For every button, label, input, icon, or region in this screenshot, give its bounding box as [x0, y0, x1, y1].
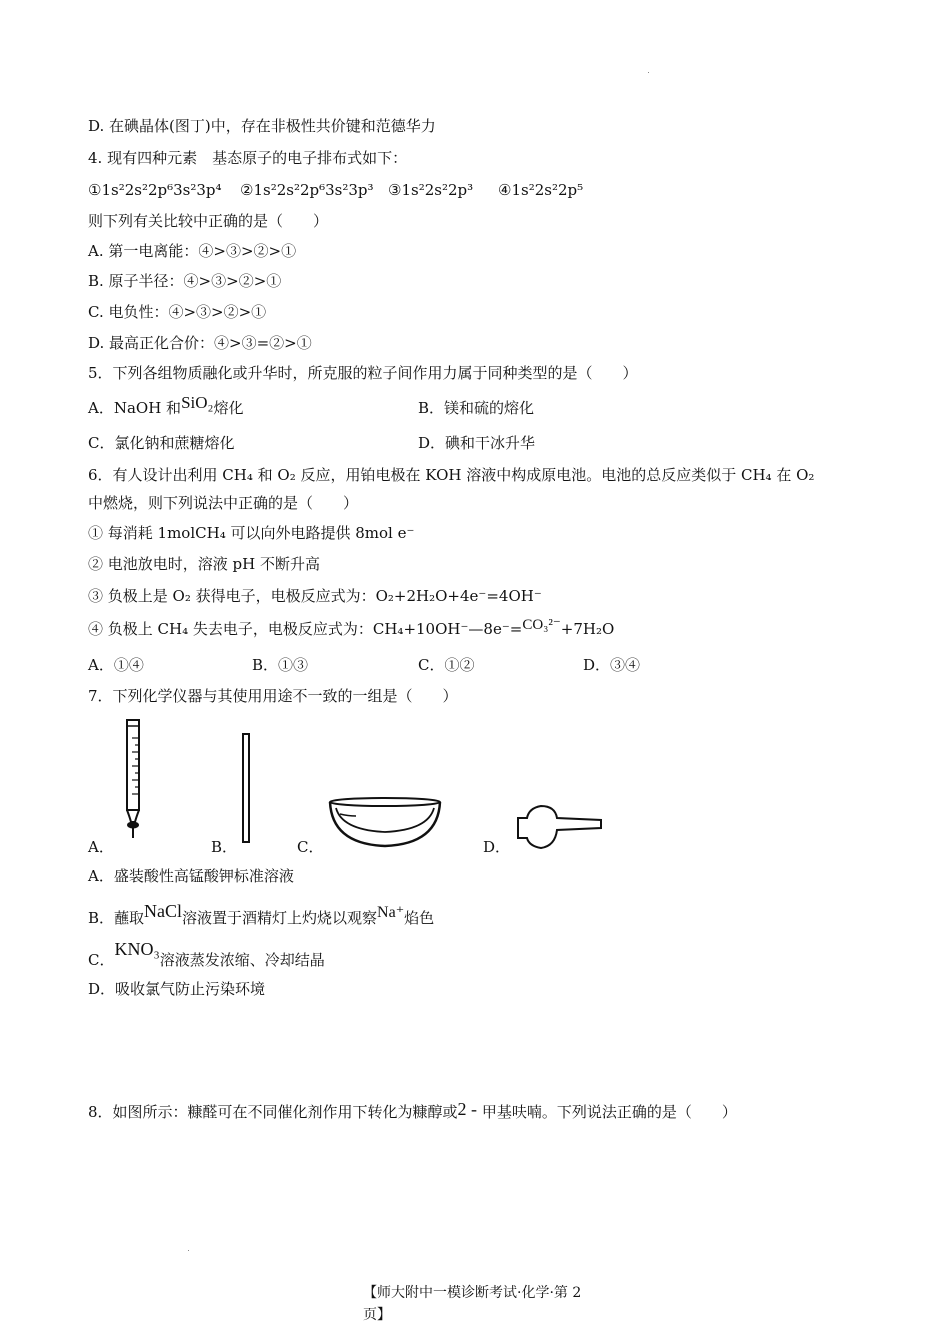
q5-option-a-suffix: 熔化 [213, 399, 244, 417]
q4-config-1: ①1s²2s²2p⁶3s²3p⁴ [88, 181, 222, 199]
methyl-position-label: 2 - [457, 1099, 478, 1119]
q5-option-a-prefix: A．NaOH 和 [88, 399, 182, 417]
q6-stem-line2: 中燃烧，则下列说法中正确的是（ ） [88, 494, 359, 512]
q6-statement-1: ① 每消耗 1molCH₄ 可以向外电路提供 8mol e⁻ [88, 524, 415, 542]
nacl-formula: NaCl [144, 901, 183, 921]
q7-figure-label-d: D． [483, 838, 511, 856]
kno3-formula: KNO₃ [114, 939, 160, 959]
q4-ask: 则下列有关比较中正确的是（ ） [88, 212, 329, 230]
sio2-formula: SiO₂ [181, 393, 214, 412]
burette-figure [118, 718, 154, 842]
q7-stem: 7．下列化学仪器与其使用用途不一致的一组是（ ） [88, 687, 458, 705]
q6-statement-4-prefix: ④ 负极上 CH₄ 失去电子，电极反应式为：CH₄+10OH⁻—8e⁻= [88, 620, 523, 638]
evaporating-dish-figure [326, 796, 444, 850]
q6-statement-2: ② 电池放电时，溶液 pH 不断升高 [88, 555, 320, 573]
footer-line-2: 页】 [363, 1307, 391, 1323]
q7-option-c-suffix: 溶液蒸发浓缩、冷却结晶 [159, 951, 325, 969]
scan-dot [648, 72, 649, 73]
q5-option-a [88, 393, 244, 419]
q5-option-d: D．碘和干冰升华 [418, 434, 536, 452]
q6-stem-line1: 6．有人设计出利用 CH₄ 和 O₂ 反应，用铂电极在 KOH 溶液中构成原电池。电池的总反应类似于 CH₄ 在 O₂ [88, 466, 815, 484]
q4-option-d: D. 最高正化合价：④>③=②>① [88, 334, 312, 352]
q5-option-b: B．镁和硫的熔化 [418, 399, 535, 417]
q6-statement-3: ③ 负极上是 O₂ 获得电子，电极反应式为：O₂+2H₂O+4e⁻=4OH⁻ [88, 587, 542, 605]
q7-option-d: D．吸收氯气防止污染环境 [88, 980, 266, 998]
q7-figure-label-a: A． [88, 838, 114, 856]
q7-option-b-middle: 溶液置于酒精灯上灼烧以观察 [182, 909, 378, 927]
q6-statement-4 [88, 618, 614, 641]
q3-option-d: D. 在碘晶体(图丁)中，存在非极性共价键和范德华力 [88, 117, 436, 135]
q4-option-b: B. 原子半径：④>③>②>① [88, 272, 282, 290]
scan-dot [188, 1250, 189, 1251]
q4-stem: 4. 现有四种元素 基态原子的电子排布式如下： [88, 149, 408, 167]
q6-statement-4-suffix: +7H₂O [560, 620, 615, 638]
q7-option-c [88, 939, 325, 971]
q4-config-3: ③1s²2s²2p³ [388, 181, 474, 199]
q4-config-4: ④1s²2s²2p⁵ [498, 181, 584, 199]
q6-option-c: C．①② [418, 656, 475, 674]
q4-option-a: A. 第一电离能：④>③>②>① [88, 242, 297, 260]
co3-formula: CO₃²⁻ [522, 617, 561, 633]
q8-stem-prefix: 8．如图所示：糠醛可在不同催化剂作用下转化为糠醇或 [88, 1103, 458, 1121]
q6-option-d: D．③④ [583, 656, 641, 674]
q7-option-c-prefix: C． [88, 951, 115, 969]
q7-option-b-suffix: 焰色 [404, 909, 435, 927]
q8-stem [88, 1100, 737, 1123]
footer-line-1: 【师大附中一模诊断考试·化学·第 2 [363, 1285, 582, 1301]
glass-rod-figure [238, 732, 254, 846]
q5-stem: 5．下列各组物质融化或升华时，所克服的粒子间作用力属于同种类型的是（ ） [88, 364, 638, 382]
q7-option-a: A．盛装酸性高锰酸钾标准溶液 [88, 867, 294, 885]
q6-option-b: B．①③ [252, 656, 309, 674]
q5-option-c: C．氯化钠和蔗糖熔化 [88, 434, 235, 452]
drying-tube-figure [515, 802, 607, 854]
q7-figure-label-c: C． [297, 838, 324, 856]
q7-option-b [88, 901, 435, 930]
q7-option-b-prefix: B．蘸取 [88, 909, 145, 927]
na-ion-formula: Na⁺ [377, 904, 405, 921]
q7-figure-label-b: B． [211, 838, 238, 856]
q4-option-c: C. 电负性：④>③>②>① [88, 303, 267, 321]
q8-stem-suffix: 甲基呋喃。下列说法正确的是（ ） [477, 1103, 737, 1121]
q6-option-a: A．①④ [88, 656, 144, 674]
q4-config-2: ②1s²2s²2p⁶3s²3p³ [240, 181, 374, 199]
